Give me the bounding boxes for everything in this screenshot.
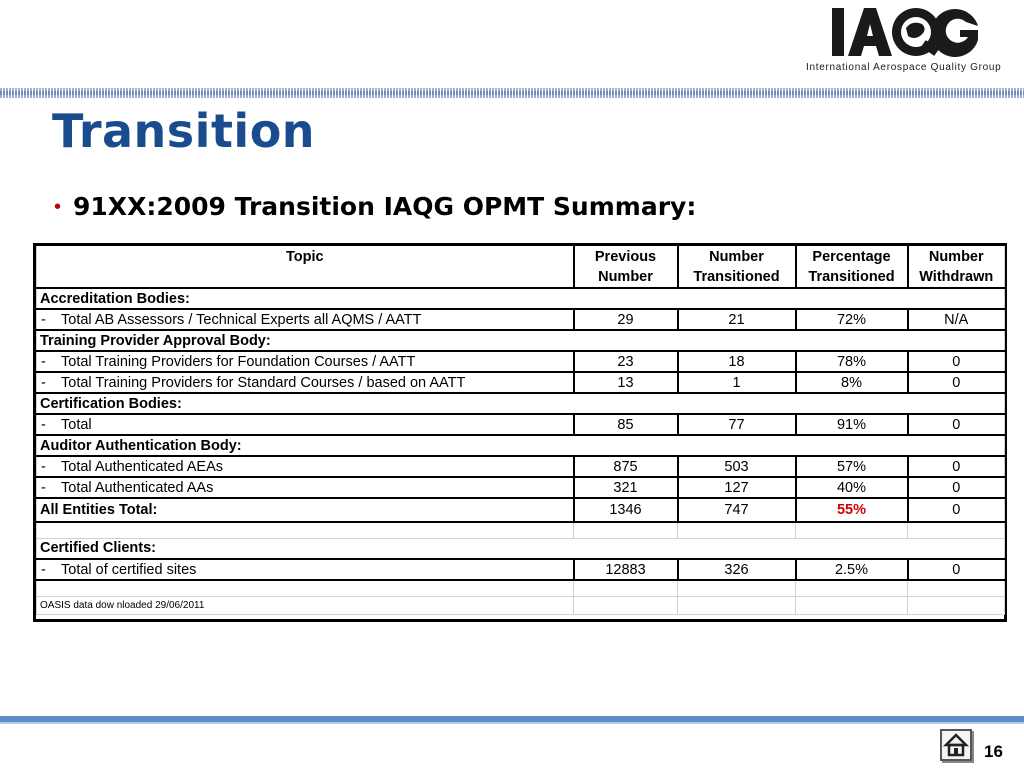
cell-previous: 85 — [574, 414, 678, 435]
section-accreditation: Accreditation Bodies: — [37, 288, 1005, 309]
table-row — [37, 372, 1005, 393]
iaqg-logo-mark — [830, 6, 980, 58]
bullet-item — [54, 192, 696, 221]
spacer-row — [37, 522, 1005, 538]
cell-previous: 23 — [574, 351, 678, 372]
spacer-row — [37, 580, 1005, 596]
cell-previous: 875 — [574, 456, 678, 477]
header-band — [0, 88, 1024, 98]
section-row — [37, 288, 1005, 309]
cell-withdrawn: 0 — [908, 498, 1005, 522]
section-row — [37, 435, 1005, 456]
cell-withdrawn: 0 — [908, 456, 1005, 477]
cell-transitioned: 77 — [678, 414, 796, 435]
cell-withdrawn: N/A — [908, 309, 1005, 330]
footnote-row — [37, 596, 1005, 614]
cell-percentage: 72% — [796, 309, 908, 330]
cell-previous: 321 — [574, 477, 678, 498]
row-label: - Total Training Providers for Standard Courses / based on AATT — [37, 372, 574, 393]
table-row — [37, 414, 1005, 435]
header-number-transitioned-2: Transitioned — [678, 267, 796, 288]
cell-withdrawn: 0 — [908, 351, 1005, 372]
cell-percentage: 8% — [796, 372, 908, 393]
table-header-row — [37, 246, 1005, 267]
section-auditor: Auditor Authentication Body: — [37, 435, 1005, 456]
cell-previous: 1346 — [574, 498, 678, 522]
bullet-icon: • — [54, 195, 62, 218]
cell-percentage: 78% — [796, 351, 908, 372]
footnote-text: OASIS data dow nloaded 29/06/2011 — [37, 596, 574, 614]
header-previous-2: Number — [574, 267, 678, 288]
section-clients: Certified Clients: — [37, 538, 1005, 559]
header-previous: Previous — [574, 246, 678, 267]
section-training: Training Provider Approval Body: — [37, 330, 1005, 351]
logo-subtitle: International Aerospace Quality Group — [806, 62, 1002, 73]
cell-transitioned: 21 — [678, 309, 796, 330]
cell-withdrawn: 0 — [908, 372, 1005, 393]
slide-title: Transition — [52, 104, 316, 158]
cell-transitioned: 747 — [678, 498, 796, 522]
header-withdrawn: Number — [908, 246, 1005, 267]
cell-withdrawn: 0 — [908, 477, 1005, 498]
table-header-row-2 — [37, 267, 1005, 288]
cell-percentage: 2.5% — [796, 559, 908, 580]
table-row — [37, 456, 1005, 477]
home-button[interactable] — [940, 729, 972, 761]
section-row — [37, 330, 1005, 351]
home-icon — [942, 731, 970, 759]
header-number-transitioned: Number — [678, 246, 796, 267]
row-label: - Total of certified sites — [37, 559, 574, 580]
header-topic: Topic — [37, 246, 574, 267]
cell-previous: 12883 — [574, 559, 678, 580]
row-label: - Total Authenticated AEAs — [37, 456, 574, 477]
cell-withdrawn: 0 — [908, 414, 1005, 435]
cell-percentage: 57% — [796, 456, 908, 477]
table-row — [37, 559, 1005, 580]
cell-transitioned: 127 — [678, 477, 796, 498]
cell-previous: 29 — [574, 309, 678, 330]
section-row — [37, 393, 1005, 414]
bullet-text: 91XX:2009 Transition IAQG OPMT Summary: — [73, 192, 697, 221]
cell-transitioned: 18 — [678, 351, 796, 372]
iaqg-logo — [806, 6, 1011, 76]
cell-transitioned: 1 — [678, 372, 796, 393]
section-certification: Certification Bodies: — [37, 393, 1005, 414]
row-label: - Total Authenticated AAs — [37, 477, 574, 498]
header-percentage-2: Transitioned — [796, 267, 908, 288]
total-row — [37, 498, 1005, 522]
section-row — [37, 538, 1005, 559]
table-row — [37, 351, 1005, 372]
header-topic-blank — [37, 267, 574, 288]
header-percentage: Percentage — [796, 246, 908, 267]
row-label: - Total — [37, 414, 574, 435]
total-label: All Entities Total: — [37, 498, 574, 522]
cell-previous: 13 — [574, 372, 678, 393]
page-number: 16 — [984, 742, 1003, 761]
table-row — [37, 477, 1005, 498]
table-row — [37, 309, 1005, 330]
cell-percentage-highlight: 55% — [796, 498, 908, 522]
header-withdrawn-2: Withdrawn — [908, 267, 1005, 288]
summary-table — [33, 243, 1007, 622]
cell-withdrawn: 0 — [908, 559, 1005, 580]
row-label: - Total Training Providers for Foundation Courses / AATT — [37, 351, 574, 372]
cell-percentage: 91% — [796, 414, 908, 435]
cell-percentage: 40% — [796, 477, 908, 498]
row-label: - Total AB Assessors / Technical Experts all AQMS / AATT — [37, 309, 574, 330]
cell-transitioned: 503 — [678, 456, 796, 477]
cell-transitioned: 326 — [678, 559, 796, 580]
footer-band — [0, 716, 1024, 722]
